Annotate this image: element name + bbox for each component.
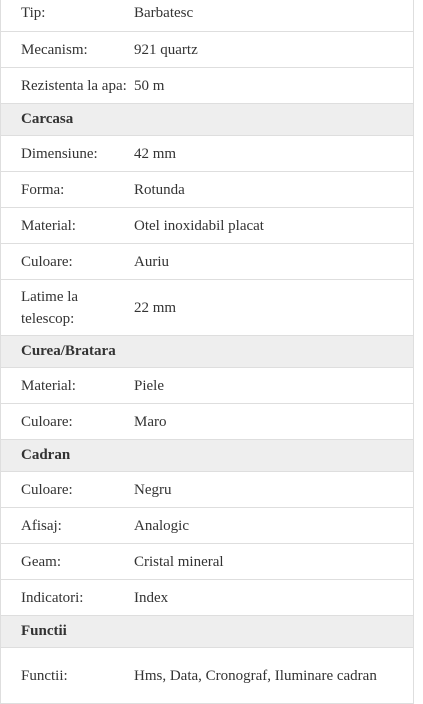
- section-title: Functii: [21, 623, 67, 639]
- section-header-cadran: [1, 439, 413, 471]
- spec-label: Tip:: [21, 5, 46, 21]
- spec-label: Afisaj:: [21, 517, 62, 534]
- spec-label: Geam:: [21, 553, 61, 570]
- spec-value: Analogic: [134, 517, 189, 534]
- spec-value: Cristal mineral: [134, 553, 224, 570]
- spec-row-forma: [1, 171, 413, 207]
- spec-row-functii: [1, 647, 413, 703]
- section-header-carcasa: [1, 103, 413, 135]
- spec-row-culoare-cadran: [1, 471, 413, 507]
- spec-label: Culoare:: [21, 253, 73, 270]
- spec-label: Culoare:: [21, 481, 73, 498]
- spec-label: Dimensiune:: [21, 145, 98, 162]
- spec-value: Rotunda: [134, 181, 185, 198]
- spec-label: Material:: [21, 217, 76, 234]
- section-header-functii: [1, 615, 413, 647]
- spec-value: Otel inoxidabil placat: [134, 217, 264, 234]
- spec-value: 42 mm: [134, 145, 177, 162]
- spec-label: Indicatori:: [21, 589, 84, 606]
- spec-row-rezistenta: [1, 67, 413, 103]
- section-title: Curea/Bratara: [21, 343, 116, 359]
- spec-row-culoare-carcasa: [1, 243, 413, 279]
- section-header-curea: [1, 335, 413, 367]
- spec-row-material-curea: [1, 367, 413, 403]
- spec-value: 50 m: [134, 77, 165, 94]
- spec-label: Functii:: [21, 667, 68, 684]
- spec-value: Piele: [134, 377, 164, 394]
- spec-row-tip: [1, 0, 413, 31]
- spec-value: 921 quartz: [134, 41, 198, 58]
- spec-label: Latime la telescop:: [21, 288, 79, 327]
- section-title: Cadran: [21, 447, 71, 463]
- spec-value: Hms, Data, Cronograf, Iluminare cadran: [134, 667, 377, 684]
- spec-value: Auriu: [134, 253, 169, 270]
- spec-row-dimensiune: [1, 135, 413, 171]
- spec-label: Material:: [21, 377, 76, 394]
- spec-row-mecanism: [1, 31, 413, 67]
- spec-value: Maro: [134, 413, 167, 430]
- spec-row-geam: [1, 543, 413, 579]
- spec-row-material-carcasa: [1, 207, 413, 243]
- spec-row-culoare-curea: [1, 403, 413, 439]
- spec-label: Forma:: [21, 181, 65, 198]
- spec-value: Index: [134, 589, 169, 606]
- spec-value: Negru: [134, 481, 172, 498]
- spec-label: Rezistenta la apa:: [21, 77, 127, 94]
- spec-row-indicatori: [1, 579, 413, 615]
- spec-value: Barbatesc: [134, 5, 194, 21]
- section-title: Carcasa: [21, 111, 74, 127]
- spec-row-latime-telescop: [1, 279, 413, 335]
- spec-row-afisaj: [1, 507, 413, 543]
- spec-label: Culoare:: [21, 413, 73, 430]
- spec-value: 22 mm: [134, 299, 177, 316]
- spec-label: Mecanism:: [21, 41, 88, 58]
